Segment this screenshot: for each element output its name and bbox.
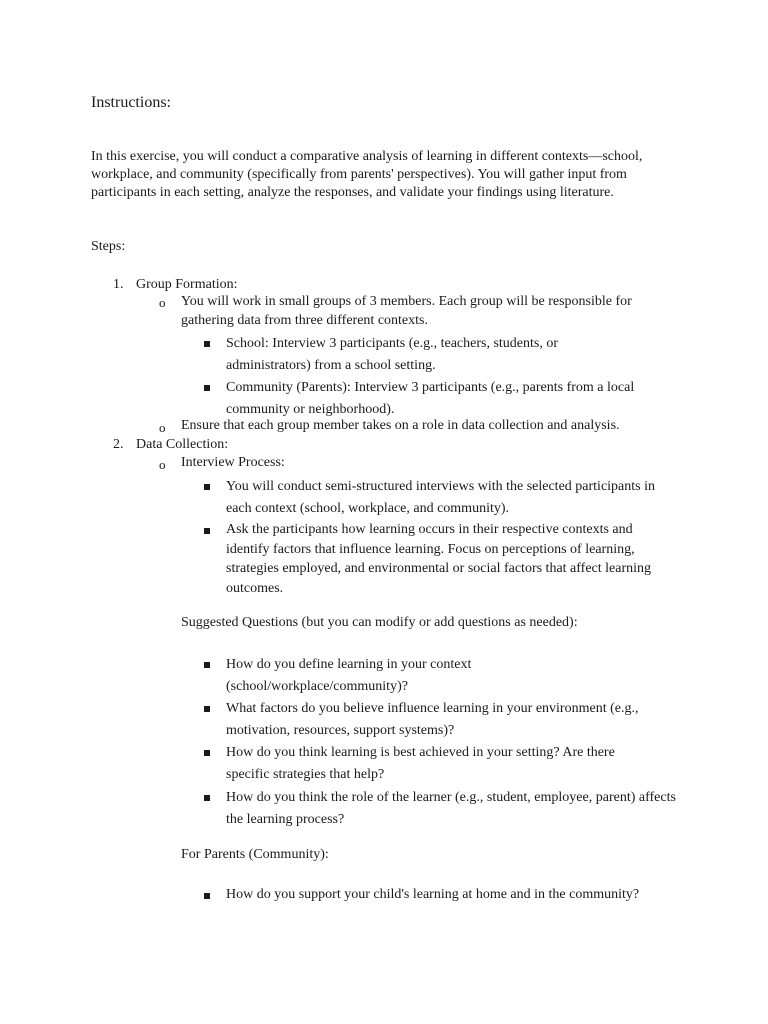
list-item-text: Ask the participants how learning occurs in their respective contexts and identify factors that influence learning. Focus on perceptions of learning, strategies employed, and environmental or social factors that affect learning outcomes. [226, 522, 652, 596]
square-bullet-icon [204, 385, 210, 391]
sub-bullet-marker: o [159, 295, 166, 310]
square-bullet-icon [204, 893, 210, 899]
list-item-text: You will conduct semi-structured interviews with the selected participants in each context (school, workplace, and community). [226, 479, 655, 516]
sub-bullet-marker: o [159, 420, 166, 435]
question-item-text: How do you think the role of the learner (e.g., student, employee, parent) affects the learning process? [226, 790, 676, 827]
parents-label: For Parents (Community): [181, 847, 329, 862]
square-bullet-icon [204, 662, 210, 668]
suggested-questions-label: Suggested Questions (but you can modify or add questions as needed): [181, 615, 578, 630]
square-bullet-icon [204, 750, 210, 756]
steps-label: Steps: [91, 239, 126, 254]
page-title: Instructions: [91, 94, 171, 111]
step-title: Data Collection: [136, 437, 229, 452]
step-title: Group Formation: [136, 277, 238, 292]
square-bullet-icon [204, 341, 210, 347]
sub-bullet-marker: o [159, 457, 166, 472]
square-bullet-icon [204, 528, 210, 534]
question-item-text: How do you define learning in your context (school/workplace/community)? [226, 657, 472, 694]
step-number: 2. [113, 437, 124, 452]
square-bullet-icon [204, 795, 210, 801]
sub-item-text: Ensure that each group member takes on a role in data collection and analysis. [181, 418, 620, 433]
list-item-text: School: Interview 3 participants (e.g., teachers, students, or administrators) from a school setting. [226, 336, 559, 373]
question-item-text: How do you think learning is best achieved in your setting? Are there specific strategies that help? [226, 745, 615, 782]
question-item-text: How do you support your child's learning at home and in the community? [226, 887, 640, 902]
sub-item-text: Interview Process: [181, 455, 285, 470]
intro-paragraph: In this exercise, you will conduct a comparative analysis of learning in different contexts—school, workplace, and community (specifically from parents' perspectives). You will gather input from participants in each setting, analyze the responses, and validate your findings using literature. [91, 149, 643, 200]
square-bullet-icon [204, 706, 210, 712]
sub-item-text: You will work in small groups of 3 members. Each group will be responsible for gathering data from three different contexts. [181, 294, 632, 328]
list-item-text: Community (Parents): Interview 3 participants (e.g., parents from a local community or neighborhood). [226, 380, 635, 417]
step-number: 1. [113, 277, 124, 292]
square-bullet-icon [204, 484, 210, 490]
question-item-text: What factors do you believe influence learning in your environment (e.g., motivation, resources, support systems)? [226, 701, 639, 738]
